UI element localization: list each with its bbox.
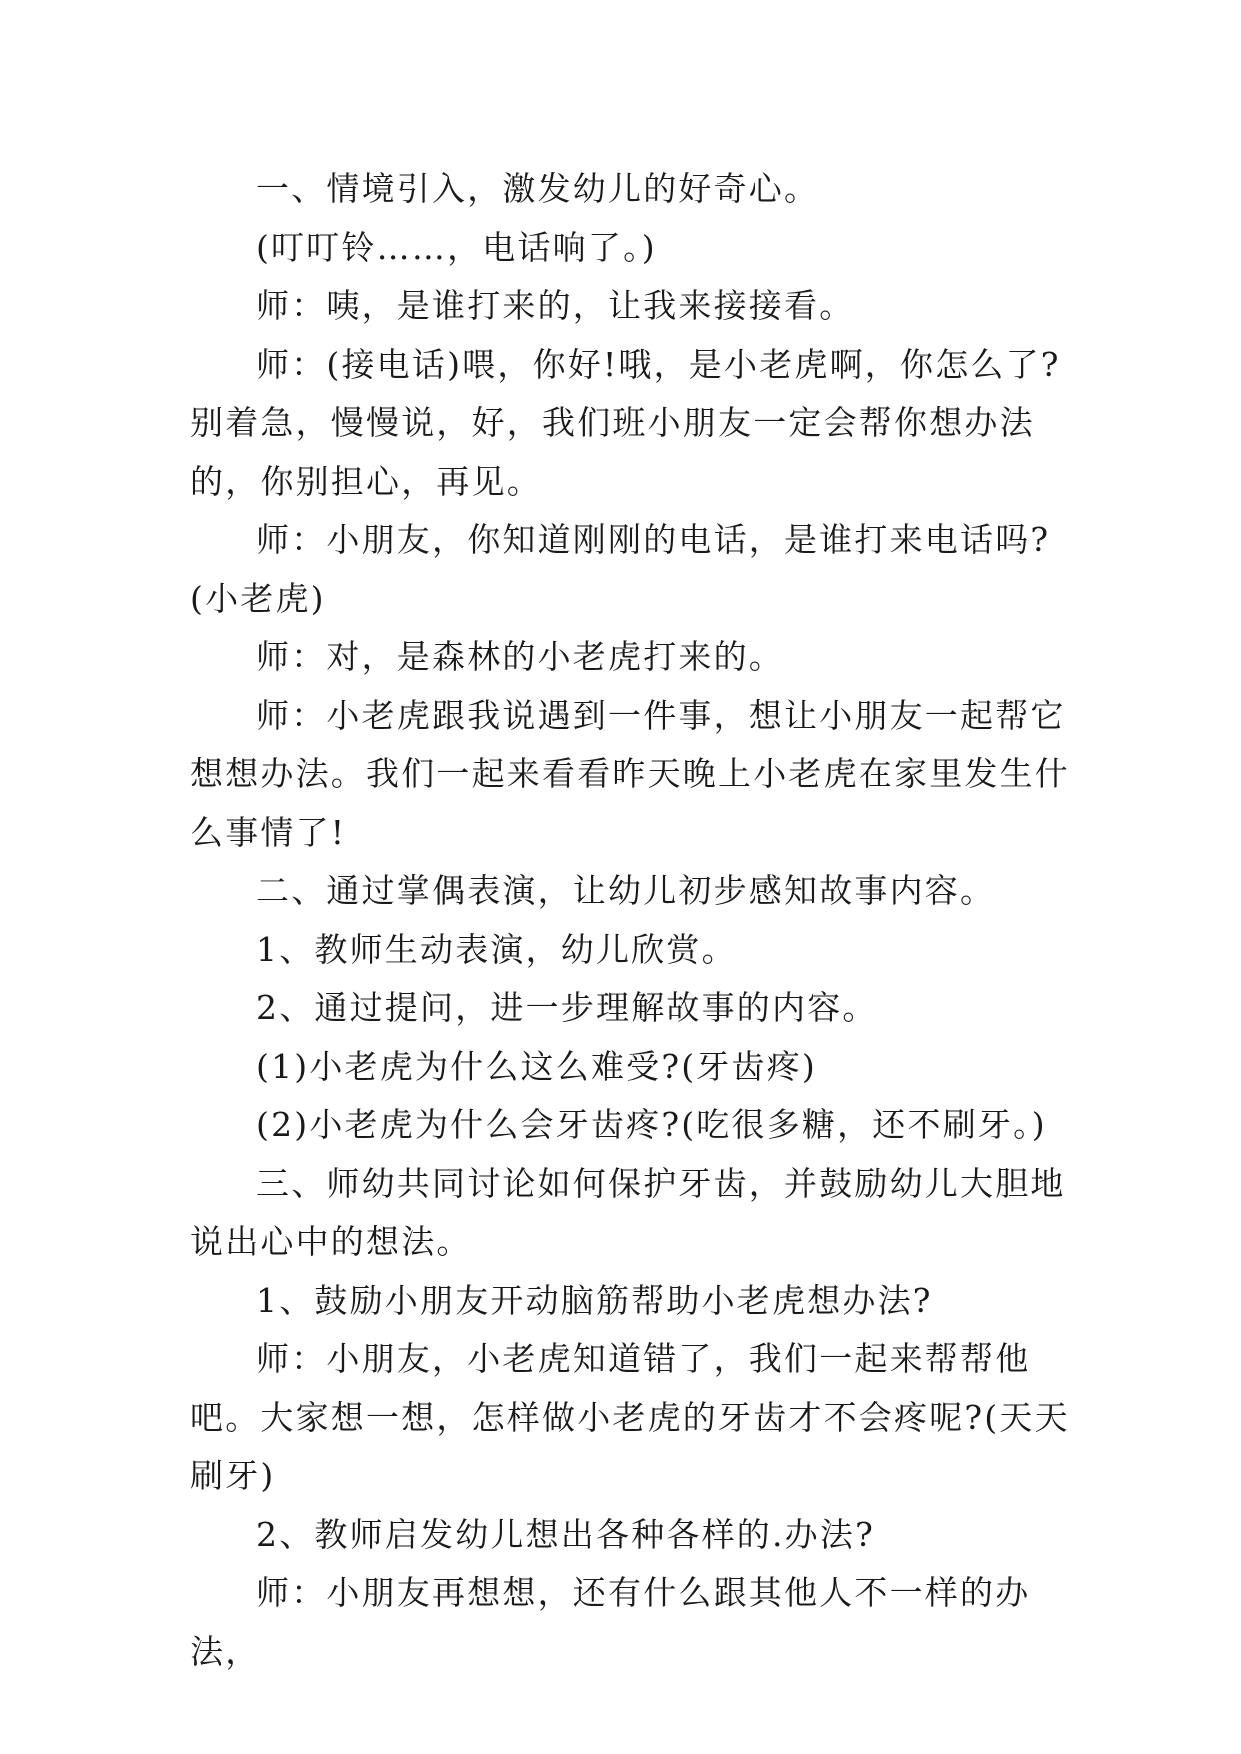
dialogue-paragraph: 师：小朋友，你知道刚刚的电话，是谁打来电话吗?(小老虎) xyxy=(190,520,1051,618)
list-item: 2、教师启发幼儿想出各种各样的.办法? xyxy=(256,1514,875,1554)
dialogue-paragraph: 师：小朋友再想想，还有什么跟其他人不一样的办法， xyxy=(190,1573,1031,1671)
dialogue-paragraph: 师：(接电话)喂，你好!哦，是小老虎啊，你怎么了?别着急，慢慢说，好，我们班小朋友一定会帮你想办法的，你别担心，再见。 xyxy=(190,344,1061,501)
stage-direction: (叮叮铃……，电话响了。) xyxy=(256,227,657,267)
question-item: (1)小老虎为什么这么难受?(牙齿疼) xyxy=(256,1046,817,1086)
question-item: (2)小老虎为什么会牙齿疼?(吃很多糖，还不刷牙。) xyxy=(256,1105,1047,1144)
heading-section-3: 三、师幼共同讨论如何保护牙齿，并鼓励幼儿大胆地说出心中的想法。 xyxy=(190,1163,1066,1261)
dialogue-paragraph: 师：小朋友，小老虎知道错了，我们一起来帮帮他吧。大家想一想，怎样做小老虎的牙齿才不会疼呢?(天天刷牙) xyxy=(190,1339,1070,1495)
dialogue-paragraph: 师：对，是森林的小老虎打来的。 xyxy=(256,637,784,676)
document-body xyxy=(190,160,1070,1681)
list-item: 1、教师生动表演，幼儿欣赏。 xyxy=(256,929,737,969)
heading-section-2: 二、通过掌偶表演，让幼儿初步感知故事内容。 xyxy=(256,871,996,910)
list-item: 2、通过提问，进一步理解故事的内容。 xyxy=(256,988,878,1027)
heading-section-1: 一、情境引入，激发幼儿的好奇心。 xyxy=(256,169,820,208)
dialogue-paragraph: 师：咦，是谁打来的，让我来接接看。 xyxy=(256,286,855,325)
dialogue-paragraph: 师：小老虎跟我说遇到一件事，想让小朋友一起帮它想想办法。我们一起来看看昨天晚上小老虎在家里发生什么事情了! xyxy=(190,695,1070,852)
list-item: 1、鼓励小朋友开动脑筋帮助小老虎想办法? xyxy=(256,1280,933,1320)
